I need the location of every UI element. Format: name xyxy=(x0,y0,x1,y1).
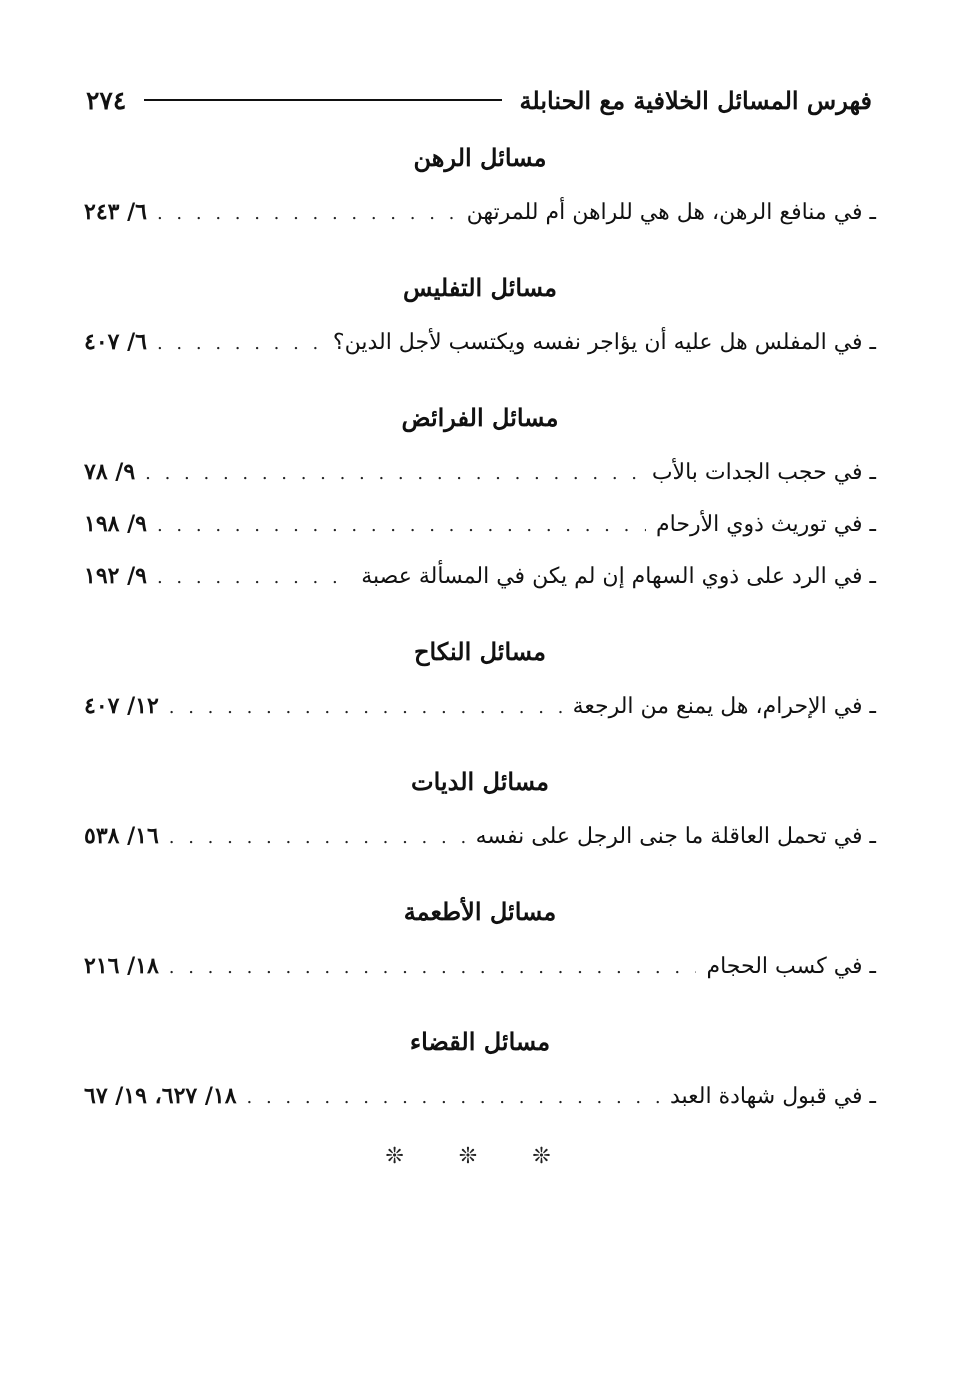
index-entry xyxy=(84,498,876,550)
dot-leader xyxy=(145,448,642,500)
entry-text: ـ في المفلس هل عليه أن يؤاجر نفسه ويكتسب لأجل الدين؟ xyxy=(332,330,876,355)
entry-reference: ١٨/ ٦٢٧، ١٩/ ٦٧ xyxy=(84,1083,237,1109)
section-atima xyxy=(84,884,876,992)
section-qada xyxy=(84,1014,876,1122)
header-title: فهرس المسائل الخلافية مع الحنابلة xyxy=(519,85,872,115)
dot-leader xyxy=(157,552,351,604)
entry-reference: ٩/ ١٩٢ xyxy=(84,563,147,589)
dot-leader xyxy=(169,682,563,734)
index-entry xyxy=(84,1070,876,1122)
entry-reference: ٦/ ٤٠٧ xyxy=(84,329,147,355)
running-header xyxy=(86,78,872,122)
entry-reference: ١٦/ ٥٣٨ xyxy=(84,823,159,849)
section-heading: مسائل التفليس xyxy=(403,273,557,302)
dot-leader xyxy=(247,1072,660,1124)
entry-text: ـ في كسب الحجام xyxy=(706,954,876,979)
entry-text: ـ في الرد على ذوي السهام إن لم يكن في المسألة عصبة xyxy=(361,564,876,589)
index-entry xyxy=(84,316,876,368)
dot-leader xyxy=(157,500,646,552)
index-entry xyxy=(84,680,876,732)
dot-leader xyxy=(169,812,466,864)
section-nikah xyxy=(84,624,876,732)
entry-reference: ٩/ ١٩٨ xyxy=(84,511,147,537)
entry-reference: ١٨/ ٢١٦ xyxy=(84,953,159,979)
index-entry xyxy=(84,186,876,238)
header-rule xyxy=(144,99,501,101)
entry-reference: ١٢/ ٤٠٧ xyxy=(84,693,159,719)
page-number: ٢٧٤ xyxy=(86,85,127,115)
entry-text: ـ في توريث ذوي الأرحام xyxy=(656,512,876,537)
section-taflis xyxy=(84,260,876,368)
index-content xyxy=(84,130,876,1169)
index-entry xyxy=(84,940,876,992)
entry-text: ـ في الإحرام، هل يمنع من الرجعة xyxy=(572,694,876,719)
entry-text: ـ في تحمل العاقلة ما جنى الرجل على نفسه xyxy=(475,824,876,849)
entry-reference: ٦/ ٢٤٣ xyxy=(84,199,147,225)
index-entry xyxy=(84,446,876,498)
section-heading: مسائل الديات xyxy=(411,767,549,796)
dot-leader xyxy=(157,318,323,370)
section-heading: مسائل الأطعمة xyxy=(403,897,557,926)
dot-leader xyxy=(169,942,697,994)
entry-text: ـ في حجب الجدات بالأب xyxy=(651,460,876,485)
section-faraid xyxy=(84,390,876,602)
end-ornament: ❊ ❊ ❊ xyxy=(385,1144,575,1169)
section-heading: مسائل الفرائض xyxy=(401,403,559,432)
section-rahn xyxy=(84,130,876,238)
entry-text: ـ في منافع الرهن، هل هي للراهن أم للمرتهن xyxy=(466,200,876,225)
entry-reference: ٩/ ٧٨ xyxy=(84,459,136,485)
section-heading: مسائل القضاء xyxy=(409,1027,551,1056)
dot-leader xyxy=(157,188,457,240)
index-entry xyxy=(84,810,876,862)
section-heading: مسائل النكاح xyxy=(413,637,547,666)
section-heading: مسائل الرهن xyxy=(413,143,547,172)
entry-text: ـ في قبول شهادة العبد xyxy=(670,1084,876,1109)
index-entry xyxy=(84,550,876,602)
section-diyat xyxy=(84,754,876,862)
